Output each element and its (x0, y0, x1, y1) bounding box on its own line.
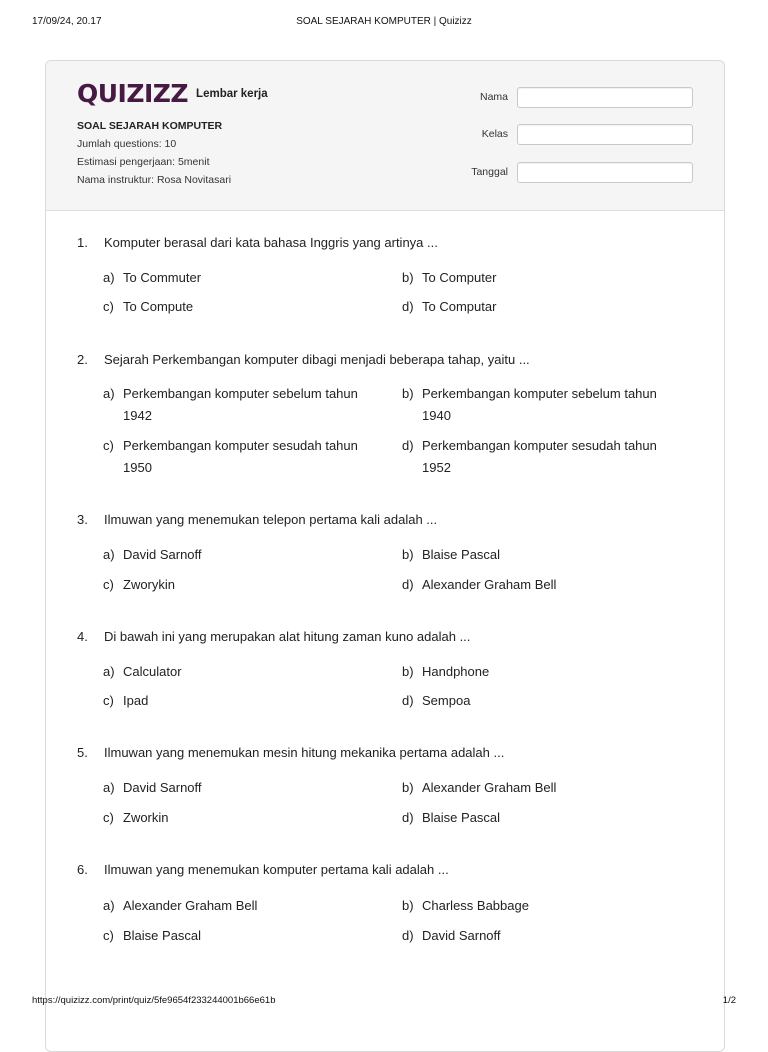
option-letter: d) (402, 810, 414, 825)
question-number: 5. (77, 745, 88, 760)
brand (77, 81, 268, 107)
name-label: Nama (479, 91, 508, 103)
option-text: To Commuter (123, 270, 202, 285)
option-text: Blaise Pascal (123, 928, 202, 943)
option-letter: b) (402, 664, 414, 679)
option-letter: b) (402, 547, 414, 562)
option-letter: a) (103, 547, 115, 562)
option-text: David Sarnoff (123, 780, 202, 795)
option-letter: a) (103, 898, 115, 913)
print-page-title: SOAL SEJARAH KOMPUTER | Quizizz (296, 16, 472, 27)
question-text: Komputer berasal dari kata bahasa Inggris yang artinya ... (104, 235, 438, 250)
option-text: Sempoa (422, 693, 471, 708)
question-text: Ilmuwan yang menemukan telepon pertama kali adalah ... (104, 512, 438, 527)
option-text: Alexander Graham Bell (422, 780, 557, 795)
question-number: 3. (77, 512, 88, 527)
date-label: Tanggal (471, 166, 508, 178)
worksheet-label: Lembar kerja (196, 88, 268, 100)
option-letter: b) (402, 386, 414, 401)
option-text: David Sarnoff (422, 928, 501, 943)
print-header (32, 16, 736, 30)
option-letter: c) (103, 299, 114, 314)
option-text: Perkembangan komputer sesudah tahun 1952 (422, 438, 657, 475)
class-field[interactable] (517, 124, 693, 145)
question-text: Ilmuwan yang menemukan komputer pertama kali adalah ... (104, 862, 449, 877)
option-text: Perkembangan komputer sesudah tahun 1950 (123, 438, 358, 475)
question-count: Jumlah questions: 10 (77, 138, 177, 150)
option-text: To Compute (123, 299, 194, 314)
option-text: Perkembangan komputer sebelum tahun 1940 (422, 386, 657, 423)
quiz-title: SOAL SEJARAH KOMPUTER (77, 120, 223, 132)
option-text: Blaise Pascal (422, 810, 501, 825)
option-letter: c) (103, 928, 114, 943)
worksheet-header (46, 61, 724, 211)
question-number: 2. (77, 352, 88, 367)
option-letter: a) (103, 270, 115, 285)
print-date: 17/09/24, 20.17 (32, 16, 102, 27)
quizizz-logo[interactable]: QUIZIZZ (77, 79, 189, 108)
option-text: To Computar (422, 299, 497, 314)
option-text: David Sarnoff (123, 547, 202, 562)
option-letter: d) (402, 693, 414, 708)
option-letter: d) (402, 438, 414, 453)
option-letter: d) (402, 928, 414, 943)
date-field[interactable] (517, 162, 693, 183)
question-text: Sejarah Perkembangan komputer dibagi menjadi beberapa tahap, yaitu ... (104, 352, 530, 367)
option-letter: b) (402, 270, 414, 285)
option-letter: c) (103, 577, 114, 592)
question-text: Di bawah ini yang merupakan alat hitung zaman kuno adalah ... (104, 629, 471, 644)
page-url[interactable]: https://quizizz.com/print/quiz/5fe9654f233244001b66e61b (32, 995, 276, 1006)
option-letter: d) (402, 577, 414, 592)
time-estimate: Estimasi pengerjaan: 5menit (77, 156, 210, 168)
option-letter: b) (402, 898, 414, 913)
option-letter: a) (103, 664, 115, 679)
option-text: To Computer (422, 270, 497, 285)
class-label: Kelas (481, 128, 508, 140)
question-number: 4. (77, 629, 88, 644)
option-text: Zworkin (123, 810, 169, 825)
print-footer (32, 995, 736, 1009)
option-text: Perkembangan komputer sebelum tahun 1942 (123, 386, 358, 423)
worksheet (45, 60, 725, 1052)
option-letter: b) (402, 780, 414, 795)
option-text: Alexander Graham Bell (123, 898, 258, 913)
option-text: Calculator (123, 664, 182, 679)
option-text: Ipad (123, 693, 149, 708)
question-number: 6. (77, 862, 88, 877)
option-text: Blaise Pascal (422, 547, 501, 562)
question-number: 1. (77, 235, 88, 250)
option-text: Handphone (422, 664, 490, 679)
option-letter: a) (103, 386, 115, 401)
option-letter: d) (402, 299, 414, 314)
instructor-name: Nama instruktur: Rosa Novitasari (77, 174, 232, 186)
option-letter: c) (103, 810, 114, 825)
question-text: Ilmuwan yang menemukan mesin hitung mekanika pertama adalah ... (104, 745, 505, 760)
option-text: Zworykin (123, 577, 176, 592)
option-text: Alexander Graham Bell (422, 577, 557, 592)
option-letter: c) (103, 438, 114, 453)
page-indicator: 1/2 (722, 995, 736, 1006)
option-letter: a) (103, 780, 115, 795)
option-text: Charless Babbage (422, 898, 529, 913)
name-field[interactable] (517, 87, 693, 108)
option-letter: c) (103, 693, 114, 708)
